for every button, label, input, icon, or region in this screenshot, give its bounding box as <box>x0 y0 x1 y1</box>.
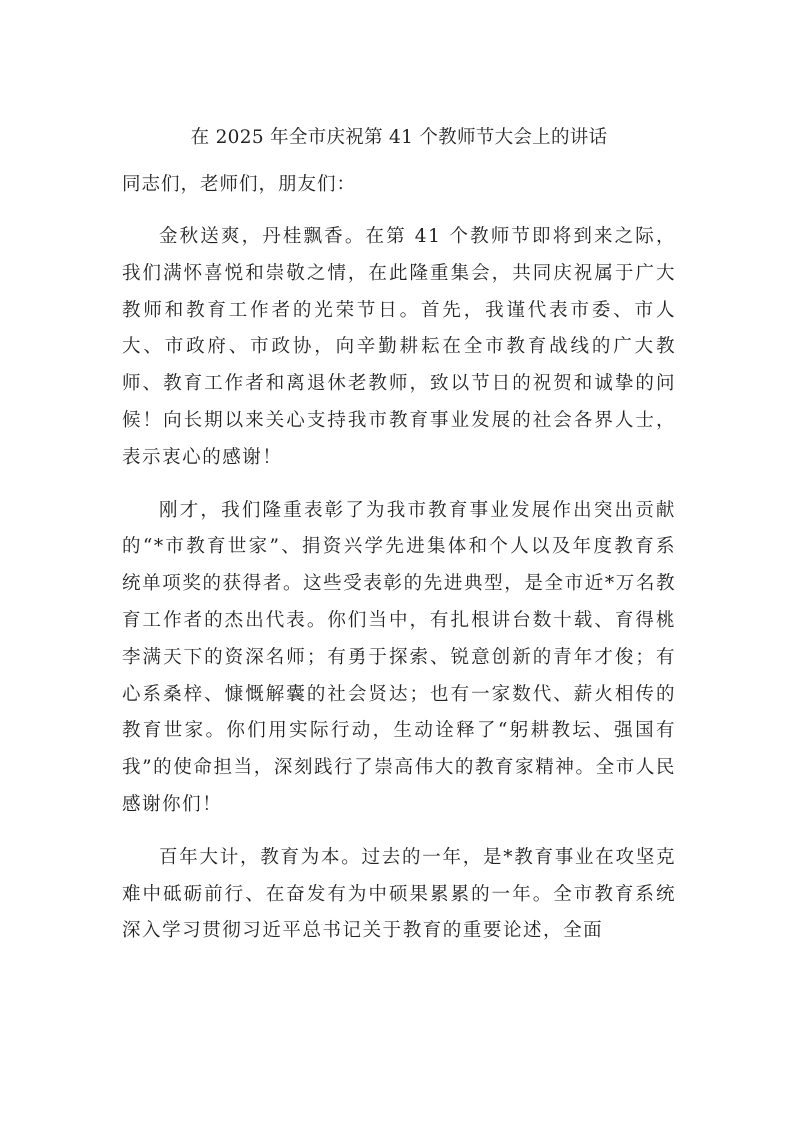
paragraph-2: 刚才，我们隆重表彰了为我市教育事业发展作出突出贡献的“*市教育世家”、捐资兴学先进集体和个人以及年度教育系统单项奖的获得者。这些受表彰的先进典型，是全市近*万名教育工作者的杰出代表。你们当中，有扎根讲台数十载、育得桃李满天下的资深名师；有勇于探索、锐意创新的青年才俊；有心系桑梓、慷慨解囊的社会贤达；也有一家数代、薪火相传的教育世家。你们用实际行动，生动诠释了“躬耕教坛、强国有我”的使命担当，深刻践行了崇高伟大的教育家精神。全市人民感谢你们！ <box>122 499 676 815</box>
salutation: 同志们，老师们，朋友们： <box>122 174 357 195</box>
paragraph-1: 金秋送爽，丹桂飘香。在第 41 个教师节即将到来之际，我们满怀喜悦和崇敬之情，在此隆重集会，共同庆祝属于广大教师和教育工作者的光荣节日。首先，我谨代表市委、市人大、市政府、市政协，向辛勤耕耘在全市教育战线的广大教师、教育工作者和离退休老教师，致以节日的祝贺和诚挚的问候！向长期以来关心支持我市教育事业发展的社会各界人士，表示衷心的感谢！ <box>122 226 676 468</box>
document-title: 在 2025 年全市庆祝第 41 个教师节大会上的讲话 <box>190 127 608 148</box>
document-page <box>122 118 676 966</box>
paragraph-3: 百年大计，教育为本。过去的一年，是*教育事业在攻坚克难中砥砺前行、在奋发有为中硕果累累的一年。全市教育系统深入学习贯彻习近平总书记关于教育的重要论述，全面 <box>122 846 676 942</box>
